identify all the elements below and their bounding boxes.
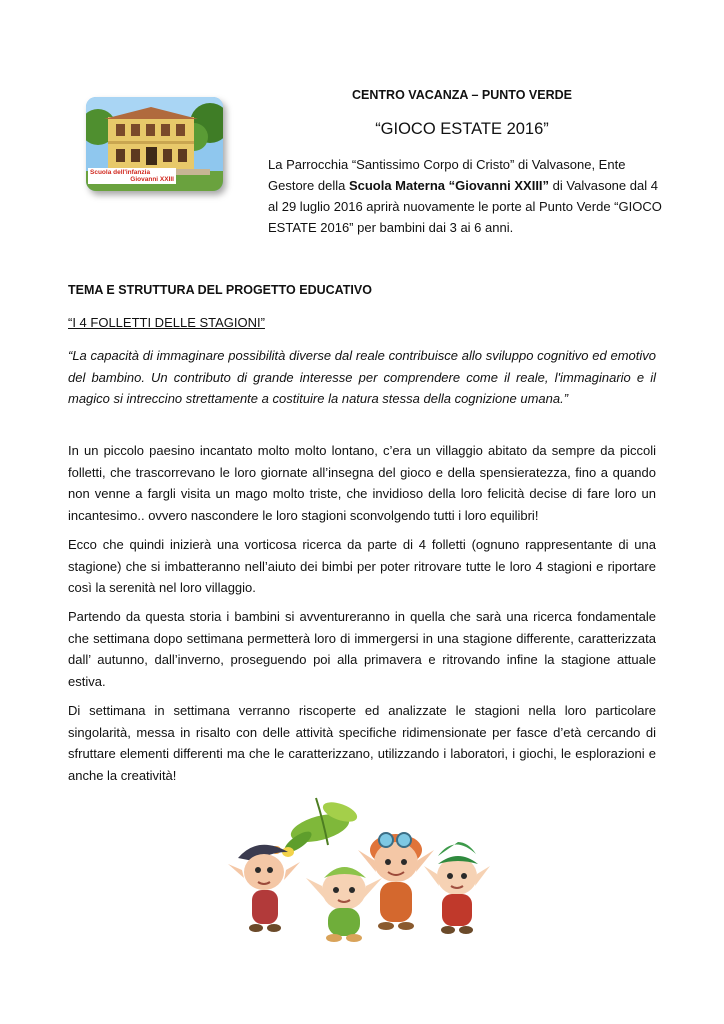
story-paragraph-4: Di settimana in settimana verranno riscoperte ed analizzate le stagioni nella loro particolare singolarità, messa in risalto con delle attività specifiche ridimensionate per fasce d’età cercando di sfruttare elementi differenti ma che le caratterizzano, utilizzando i laboratori, i giochi, le esplorazioni e anche la creatività! — [68, 703, 656, 783]
photo-caption-line1: Scuola dell'infanzia — [90, 169, 151, 176]
section-title: TEMA E STRUTTURA DEL PROGETTO EDUCATIVO — [68, 283, 372, 297]
photo-caption-line2: Giovanni XXIII — [130, 176, 174, 183]
story-paragraph-1: In un piccolo paesino incantato molto molto lontano, c’era un villaggio abitato da sempre da piccoli folletti, che trascorrevano le loro giornate all’insegna del gioco e della spensieratezza, fino a quando non venne a fargli visita un mago molto triste, che invidioso della loro felicità decise di fare loro un incantesimo.. ovvero nascondere le loro stagioni sconvolgendo tutti i loro equilibri! — [68, 443, 656, 523]
school-photo — [86, 97, 223, 191]
intro-text-part2: di Valvasone dal 4 al 29 luglio 2016 aprirà nuovamente le porte al Punto Verde “GIOCO ESTATE 2016” per bambini dai 3 ai 6 anni. — [268, 178, 662, 235]
photo-caption — [88, 168, 176, 184]
story-paragraph-3: Partendo da questa storia i bambini si avventureranno in quella che sarà una ricerca fondamentale che settimana dopo settimana permetterà loro di immergersi in una stagione differente, caratterizzata dall’ autunno, dall’inverno, proseguendo poi alla primavera e ritrovando infine la stagione attuale estiva. — [68, 609, 656, 689]
story-paragraph-2: Ecco che quindi inizierà una vorticosa ricerca da parte di 4 folletti (ognuno rappresentante di una stagione) che si imbatteranno nell’aiuto dei bimbi per poter ritrovare tutte le loro 4 stagioni e riportare così la serenità nel loro villaggio. — [68, 537, 656, 595]
header-title: CENTRO VACANZA – PUNTO VERDE — [352, 88, 572, 102]
intro-paragraph — [268, 154, 668, 238]
intro-text-part1: La Parrocchia “Santissimo Corpo di Cristo” di Valvasone, Ente Gestore della — [268, 157, 626, 193]
leaves-decoration — [271, 798, 360, 857]
elf-autumn — [424, 842, 490, 934]
elves-illustration — [228, 790, 496, 948]
elf-summer — [358, 833, 434, 930]
quote-paragraph: “La capacità di immaginare possibilità diverse dal reale contribuisce allo sviluppo cognitivo ed emotivo del bambino. Un contributo di grande interesse per comprendere come il reale, l'immaginario e il magico si intreccino strettamente a costituire la natura stessa della cognizione umana.” — [68, 348, 656, 406]
event-title: “GIOCO ESTATE 2016” — [375, 120, 549, 138]
elf-spring — [306, 867, 382, 942]
elf-winter — [228, 845, 300, 932]
intro-school-name: Scuola Materna “Giovanni XXIII” — [348, 178, 550, 193]
section-subtitle: “I 4 FOLLETTI DELLE STAGIONI” — [68, 315, 265, 330]
